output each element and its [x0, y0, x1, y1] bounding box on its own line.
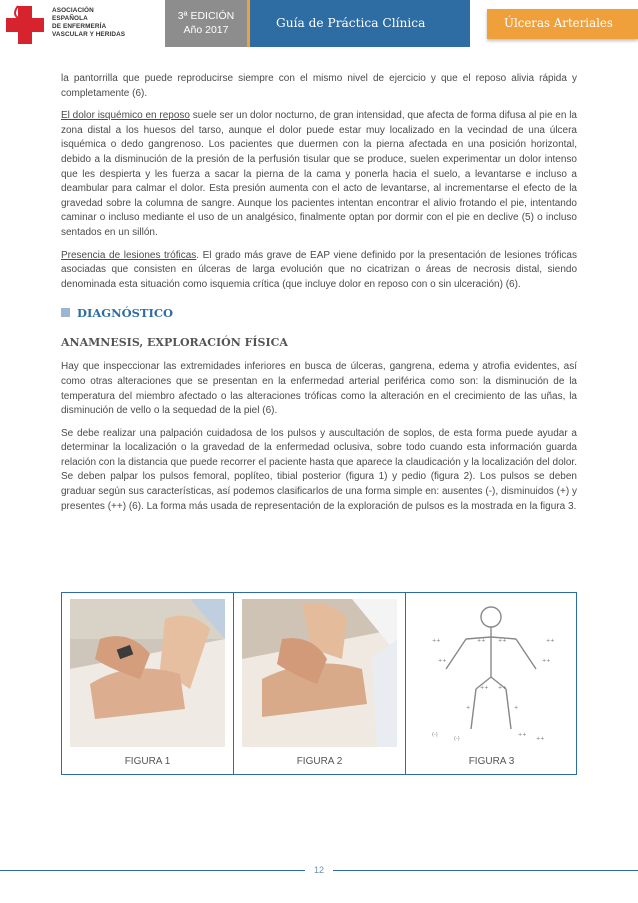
- section-heading: [61, 306, 577, 324]
- association-logo: [2, 2, 152, 44]
- paragraph: la pantorrilla que puede reproducirse siempre con el mismo nivel de ejercicio y que el reposo alivia rápida y completamente (6).: [61, 73, 577, 99]
- pulse-mark: ++: [518, 732, 527, 738]
- main-content: [61, 72, 577, 522]
- figures-panel: [61, 592, 577, 775]
- figure-caption: FIGURA 2: [296, 756, 343, 767]
- pulse-mark: ++: [542, 658, 551, 664]
- edition-box: [165, 0, 247, 47]
- page-header: [0, 0, 638, 48]
- topic-title: Úlceras Arteriales: [504, 16, 613, 30]
- figure-1: [62, 593, 233, 774]
- subsection-heading: ANAMNESIS, EXPLORACIÓN FÍSICA: [61, 336, 288, 350]
- pulse-diagram: [414, 599, 569, 747]
- topic-tab: [487, 9, 638, 39]
- edition-label: 3ª EDICIÓN: [177, 10, 235, 22]
- association-name: [52, 7, 125, 39]
- red-cross-logo-icon: [4, 4, 46, 46]
- edition-year: Año 2017: [183, 24, 229, 36]
- pulse-mark: ++: [480, 685, 489, 691]
- pulse-mark: ++: [498, 685, 507, 691]
- section-title: DIAGNÓSTICO: [77, 306, 174, 321]
- figure-caption: FIGURA 1: [124, 756, 171, 767]
- paragraph-text: suele ser un dolor nocturno, de gran intensidad, que afecta de forma difusa al pie en la zona distal a los huesos del tarso, aunque el dolor puede estar muy localizado en la vecindad de una úlcera isquémica o dedo gangrenoso. Los pacientes que duermen con la pierna afectada en una posición horizontal, debido a la disminución de la presión de la perfusión tisular que se produce, suelen experimentar un dolor intenso que les despierta y les fuerza a sacar la pierna de la cama y ponerla hacia el suelo, a levantarse e incluso a deambular para calmar el dolor. Esta presión aumenta con el acto de levantarse, al incrementarse el efecto de la gravedad sobre la columna de sangre. Aunque los pacientes intentan encontrar el alivio frotando el pie, intentando caminar o incluso mediante el uso de un analgésico, finalmente optan por dormir con el pie en declive (5) o incluso sentados en un sillón.: [61, 110, 577, 238]
- pulse-mark: ++: [546, 638, 555, 644]
- paragraph: Se debe realizar una palpación cuidadosa de los pulsos y auscultación de soplos, de esta forma puede ayudar a determinar la localización o la gravedad de la enfermedad oclusiva, sobre todo cuando esta información guarda relación con la distancia que puede recorrer el paciente hasta que aparece la claudicación y la localización del dolor. Se deben palpar los pulsos femoral, poplíteo, tibial posterior (figura 1) y pedio (figura 2). Los pulsos se deben graduar según sus características, así podemos clasificarlos de una forma simple en: ausentes (-), disminuidos (+) y presentes (++) (6). La forma más usada de representación de la exploración de pulsos es la mostrada en la figura 3.: [61, 427, 577, 512]
- figure-2: [234, 593, 405, 774]
- pulse-mark: ++: [432, 638, 441, 644]
- pulse-mark: (-): [454, 736, 460, 742]
- guide-title: Guía de Práctica Clínica: [276, 16, 426, 30]
- underlined-lead: El dolor isquémico en reposo: [61, 110, 190, 122]
- pulse-mark: (-): [432, 732, 438, 738]
- page-number: 12: [305, 862, 333, 878]
- underlined-lead: Presencia de lesiones tróficas: [61, 249, 197, 261]
- pedal-pulse-photo: [242, 599, 397, 747]
- pulse-mark: ++: [536, 736, 545, 742]
- org-line: ASOCIACIÓN: [52, 7, 94, 14]
- pulse-mark: ++: [498, 638, 507, 644]
- pulse-mark: ++: [477, 638, 486, 644]
- pulse-mark: +: [466, 705, 471, 711]
- guide-title-box: [250, 0, 470, 47]
- tibial-pulse-photo: [70, 599, 225, 747]
- paragraph: Hay que inspeccionar las extremidades inferiores en busca de úlceras, gangrena, edema y atrofia evidentes, así como otras alteraciones que se presentan en la enfermedad arterial periférica como son: la disminución de la temperatura del miembro afectado o las alteraciones tróficas como la alteración en el crecimiento de las uñas, la disminución de vello o la sequedad de la piel (6).: [61, 361, 577, 417]
- org-line: DE ENFERMERÍA: [52, 23, 107, 30]
- org-line: ESPAÑOLA: [52, 15, 88, 22]
- pulse-mark: +: [514, 705, 519, 711]
- figure-3: [406, 593, 577, 774]
- paragraph: [61, 249, 577, 293]
- square-bullet-icon: [61, 308, 70, 317]
- org-line: VASCULAR Y HERIDAS: [52, 31, 126, 38]
- paragraph: [61, 109, 577, 240]
- paragraph-text: . El grado más grave de EAP viene definido por la presentación de lesiones tróficas asociadas que consisten en úlceras de larga evolución que no cicatrizan o áreas de necrosis distal, siendo denominada esta situación como isquemia crítica (que incluye dolor en reposo con o sin ulceración) (6).: [61, 249, 577, 290]
- figure-caption: FIGURA 3: [468, 756, 515, 767]
- pulse-mark: ++: [438, 658, 447, 664]
